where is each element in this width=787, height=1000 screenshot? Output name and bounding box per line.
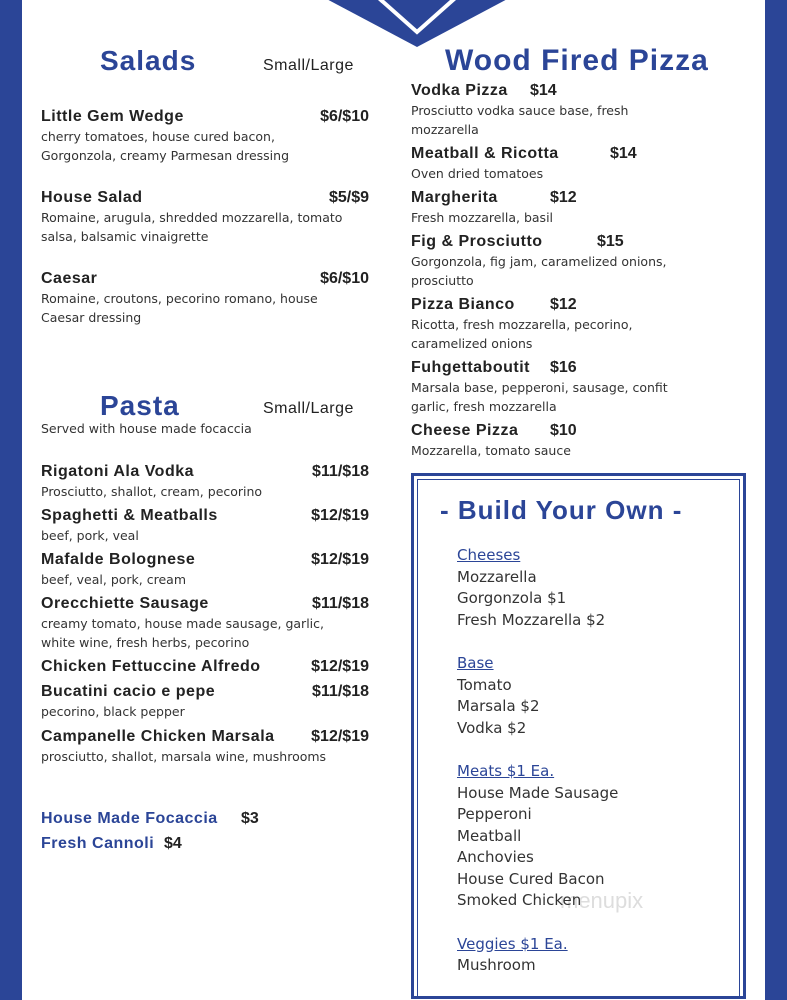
build-option: Tomato <box>457 675 512 694</box>
menu-item-price: $15 <box>597 233 624 250</box>
build-group-title: Veggies $1 Ea. <box>457 934 568 953</box>
menu-item-name: Bucatini cacio e pepe <box>41 683 216 700</box>
menu-item-price: $6/$10 <box>320 108 369 125</box>
menu-item-price: $6/$10 <box>320 270 369 287</box>
menu-item-name: Little Gem Wedge <box>41 108 184 125</box>
menu-item-desc: prosciutto <box>411 273 474 288</box>
watermark: menupix <box>560 888 644 913</box>
menu-item-price: $12 <box>550 189 577 206</box>
menu-item-desc: creamy tomato, house made sausage, garlic, <box>41 616 324 631</box>
menu-item-name: Fuhgettaboutit <box>411 359 530 376</box>
menu-item-name: Orecchiette Sausage <box>41 595 209 612</box>
menu-item-name: Spaghetti & Meatballs <box>41 507 218 524</box>
menu-item-desc: caramelized onions <box>411 336 533 351</box>
menu-item-price: $10 <box>550 422 577 439</box>
menu-item-desc: Prosciutto vodka sauce base, fresh <box>411 103 629 118</box>
extra-item-name: Fresh Cannoli <box>41 835 155 852</box>
menu-item-name: Vodka Pizza <box>411 82 508 99</box>
build-option: Vodka $2 <box>457 718 527 737</box>
menu-item-name: Fig & Prosciutto <box>411 233 543 250</box>
build-option: Mozzarella <box>457 567 537 586</box>
build-option: House Made Sausage <box>457 783 619 802</box>
menu-item-desc: white wine, fresh herbs, pecorino <box>41 635 250 650</box>
menu-item-name: Caesar <box>41 270 98 287</box>
menu-item-desc: Ricotta, fresh mozzarella, pecorino, <box>411 317 633 332</box>
menu-item-price: $16 <box>550 359 577 376</box>
build-group-title: Meats $1 Ea. <box>457 762 555 780</box>
build-option: Mushroom <box>457 956 536 974</box>
salads-size-label: Small/Large <box>263 57 354 74</box>
menu-item-price: $12/$19 <box>311 507 369 524</box>
salads-heading: Salads <box>100 45 197 76</box>
menu-item-desc: cherry tomatoes, house cured bacon, <box>41 129 275 144</box>
menu-item-desc: Oven dried tomatoes <box>411 166 544 181</box>
build-option: Pepperoni <box>457 805 532 823</box>
build-group-title: Cheeses <box>457 546 521 564</box>
menu-item-name: Chicken Fettuccine Alfredo <box>41 658 261 675</box>
build-option: Marsala $2 <box>457 697 540 715</box>
menu-item-desc: Mozzarella, tomato sauce <box>411 443 571 458</box>
menu-item-desc: Caesar dressing <box>41 310 142 325</box>
menu-item-price: $12 <box>550 296 577 313</box>
build-group-title: Base <box>457 654 494 672</box>
menu-item-desc: Gorgonzola, fig jam, caramelized onions, <box>411 254 667 269</box>
menu-item-name: Rigatoni Ala Vodka <box>41 463 195 480</box>
shield-logo-icon <box>272 0 562 47</box>
menu-item-price: $5/$9 <box>328 189 369 206</box>
menu-item-desc: Gorgonzola, creamy Parmesan dressing <box>41 148 290 163</box>
menu-item-price: $12/$19 <box>311 551 369 568</box>
menu-item-desc: Marsala base, pepperoni, sausage, confit <box>411 380 668 395</box>
menu-item-price: $11/$18 <box>312 595 369 612</box>
menu-item-desc: Fresh mozzarella, basil <box>411 210 554 225</box>
pizza-heading: Wood Fired Pizza <box>445 44 709 77</box>
menu-item-desc: Prosciutto, shallot, cream, pecorino <box>41 484 263 499</box>
build-option: Anchovies <box>457 848 534 866</box>
extra-item-name: House Made Focaccia <box>41 810 218 827</box>
menu-item-price: $12/$19 <box>311 658 369 675</box>
menu-item-desc: pecorino, black pepper <box>41 704 185 719</box>
extra-item-price: $3 <box>241 810 259 827</box>
build-option: House Cured Bacon <box>457 869 605 888</box>
menu-item-price: $14 <box>530 82 557 99</box>
menu-item-desc: prosciutto, shallot, marsala wine, mushrooms <box>41 749 327 764</box>
menu-item-price: $11/$18 <box>312 683 369 700</box>
build-option: Smoked Chicken <box>457 891 582 909</box>
menu-item-desc: garlic, fresh mozzarella <box>411 399 557 414</box>
menu-item-price: $12/$19 <box>311 728 369 745</box>
menu-item-desc: mozzarella <box>411 122 479 137</box>
build-option: Fresh Mozzarella $2 <box>457 610 606 629</box>
menu-item-name: Cheese Pizza <box>411 422 519 439</box>
build-heading: - Build Your Own - <box>440 495 683 525</box>
menu-item-name: Margherita <box>411 189 498 206</box>
menu-item-name: House Salad <box>41 189 143 206</box>
build-option: Gorgonzola $1 <box>457 589 567 607</box>
pasta-note: Served with house made focaccia <box>41 421 252 436</box>
menu-item-desc: Romaine, croutons, pecorino romano, house <box>41 291 318 306</box>
menu-item-name: Campanelle Chicken Marsala <box>41 728 275 745</box>
menu-item-price: $14 <box>610 145 637 162</box>
menu-item-name: Mafalde Bolognese <box>41 551 196 568</box>
build-option: Meatball <box>457 826 522 845</box>
menu-item-name: Pizza Bianco <box>411 296 515 313</box>
menu-item-desc: salsa, balsamic vinaigrette <box>41 229 209 244</box>
pasta-size-label: Small/Large <box>263 400 354 417</box>
menu-item-desc: Romaine, arugula, shredded mozzarella, tomato <box>41 210 343 225</box>
pasta-heading: Pasta <box>100 390 180 421</box>
menu-item-name: Meatball & Ricotta <box>411 145 559 162</box>
menu-item-price: $11/$18 <box>312 463 369 480</box>
menu-item-desc: beef, veal, pork, cream <box>41 572 187 587</box>
menu-item-desc: beef, pork, veal <box>41 528 139 543</box>
extra-item-price: $4 <box>164 835 182 852</box>
